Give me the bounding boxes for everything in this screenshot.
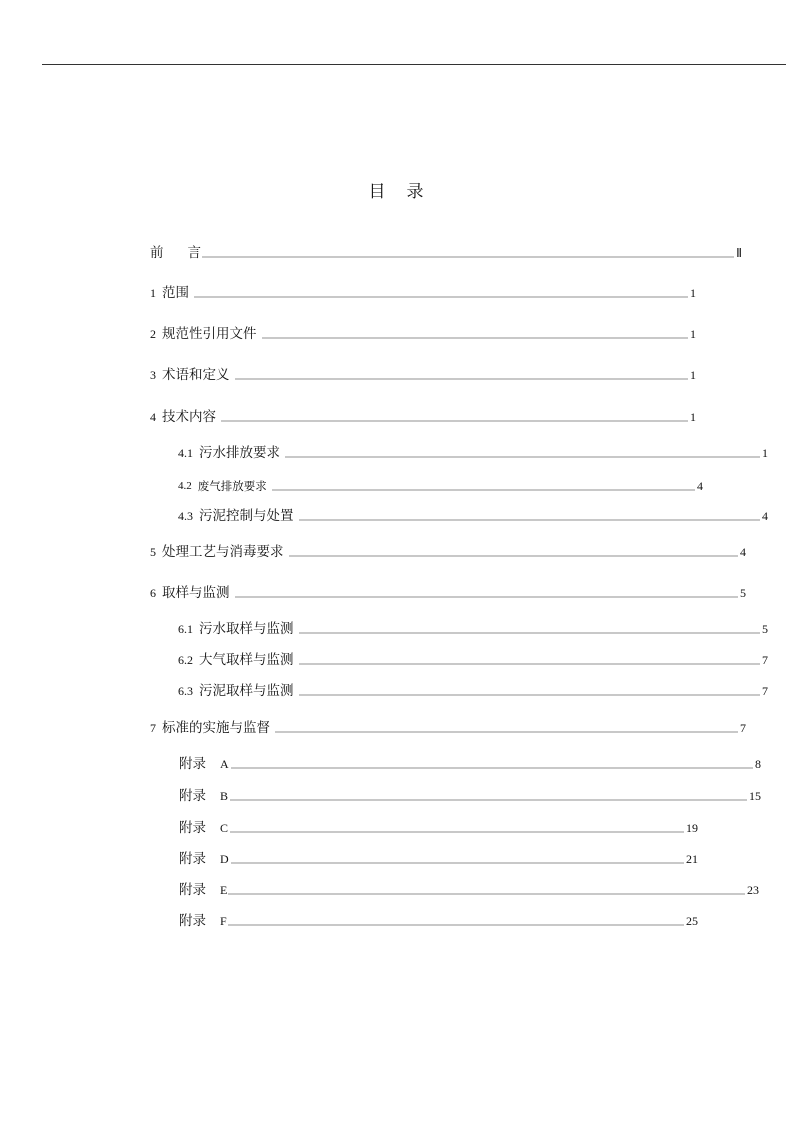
toc-entry-page: 8	[755, 757, 761, 771]
toc-entry-3[interactable]	[150, 366, 696, 384]
toc-entry-page: 4	[740, 545, 746, 559]
toc-entry-label: 附录	[179, 820, 206, 836]
header-rule	[42, 64, 786, 65]
toc-entry-number: 6.1	[178, 622, 193, 636]
toc-appendix-f[interactable]	[179, 912, 698, 930]
toc-entry-number: 4	[150, 410, 156, 424]
toc-entry-number: 4.3	[178, 509, 193, 523]
toc-entry-label: 处理工艺与消毒要求	[162, 544, 284, 560]
toc-entry-label: 附录	[179, 851, 206, 867]
appendix-letter: F	[220, 914, 227, 928]
toc-title-char-1: 目	[368, 182, 387, 202]
toc-appendix-e[interactable]	[179, 881, 759, 899]
toc-entry-label: 取样与监测	[162, 585, 230, 601]
toc-entry-2[interactable]	[150, 325, 696, 343]
toc-entry-page: 25	[686, 914, 698, 928]
toc-appendix-d[interactable]	[179, 850, 698, 868]
toc-appendix-a[interactable]	[179, 755, 761, 773]
dot-leader	[194, 295, 688, 298]
toc-entry-page: Ⅱ	[736, 246, 742, 260]
toc-entry-label: 大气取样与监测	[199, 652, 294, 668]
toc-entry-number: 5	[150, 545, 156, 559]
dot-leader	[202, 255, 734, 258]
toc-appendix-b[interactable]	[179, 787, 761, 805]
toc-entry-number: 1	[150, 286, 156, 300]
dot-leader	[230, 798, 747, 801]
appendix-letter: D	[220, 852, 229, 866]
toc-entry-5[interactable]	[150, 543, 746, 561]
toc-entry-page: 5	[740, 586, 746, 600]
toc-entry-label: 附录	[179, 882, 206, 898]
toc-entry-page: 1	[690, 327, 696, 341]
toc-entry-label: 术语和定义	[162, 367, 230, 383]
toc-entry-4[interactable]	[150, 408, 696, 426]
toc-entry-6-2[interactable]	[178, 651, 768, 669]
toc-entry-page: 4	[762, 509, 768, 523]
toc-entry-label: 技术内容	[162, 409, 216, 425]
toc-entry-page: 1	[690, 368, 696, 382]
dot-leader	[228, 923, 684, 926]
dot-leader	[235, 595, 739, 598]
toc-entry-number: 3	[150, 368, 156, 382]
toc-entry-label: 污水排放要求	[199, 445, 280, 461]
toc-entry-4-3[interactable]	[178, 507, 768, 525]
toc-entry-page: 1	[762, 446, 768, 460]
toc-entry-page: 19	[686, 821, 698, 835]
dot-leader	[230, 830, 684, 833]
toc-entry-page: 4	[697, 479, 703, 493]
dot-leader	[231, 766, 753, 769]
dot-leader	[275, 730, 738, 733]
toc-entry-page: 21	[686, 852, 698, 866]
dot-leader	[228, 892, 745, 895]
toc-entry-page: 7	[740, 721, 746, 735]
dot-leader	[299, 518, 761, 521]
toc-entry-page: 1	[690, 286, 696, 300]
appendix-letter: A	[220, 757, 229, 771]
dot-leader	[285, 455, 760, 458]
toc-entry-number: 4.2	[178, 480, 192, 492]
toc-entry-label: 附录	[179, 756, 206, 772]
toc-entry-label: 范围	[162, 285, 189, 301]
toc-entry-number: 6.3	[178, 684, 193, 698]
toc-entry-page: 1	[690, 410, 696, 424]
toc-title	[0, 177, 793, 202]
toc-entry-label: 污水取样与监测	[199, 621, 294, 637]
toc-entry-4-1[interactable]	[178, 444, 768, 462]
toc-entry-label: 附录	[179, 788, 206, 804]
toc-entry-label: 前 言	[150, 245, 201, 261]
toc-entry-1[interactable]	[150, 284, 696, 302]
dot-leader	[221, 419, 688, 422]
appendix-letter: B	[220, 789, 229, 803]
toc-entry-7[interactable]	[150, 719, 746, 737]
toc-entry-label: 废气排放要求	[197, 479, 267, 493]
dot-leader	[289, 554, 739, 557]
toc-entry-6-1[interactable]	[178, 620, 768, 638]
toc-entry-page: 15	[749, 789, 761, 803]
toc-entry-number: 6.2	[178, 653, 193, 667]
appendix-letter: C	[220, 821, 229, 835]
toc-entry-label: 污泥控制与处置	[199, 508, 294, 524]
dot-leader	[299, 662, 761, 665]
toc-entry-label: 污泥取样与监测	[199, 683, 294, 699]
toc-entry-number: 6	[150, 586, 156, 600]
toc-entry-preface[interactable]	[150, 244, 742, 262]
dot-leader	[299, 693, 761, 696]
appendix-letter: E	[220, 883, 228, 897]
toc-appendix-c[interactable]	[179, 819, 698, 837]
dot-leader	[235, 377, 689, 380]
dot-leader	[231, 861, 684, 864]
toc-entry-page: 7	[762, 684, 768, 698]
toc-entry-6[interactable]	[150, 584, 746, 602]
toc-entry-number: 7	[150, 721, 156, 735]
toc-entry-page: 5	[762, 622, 768, 636]
toc-entry-label: 附录	[179, 913, 206, 929]
toc-title-char-2: 录	[406, 182, 425, 202]
dot-leader	[262, 336, 689, 339]
toc-entry-number: 4.1	[178, 446, 193, 460]
dot-leader	[299, 631, 761, 634]
toc-entry-6-3[interactable]	[178, 682, 768, 700]
toc-entry-number: 2	[150, 327, 156, 341]
toc-entry-label: 规范性引用文件	[162, 326, 257, 342]
toc-entry-page: 7	[762, 653, 768, 667]
toc-entry-page: 23	[747, 883, 759, 897]
toc-entry-label: 标准的实施与监督	[162, 720, 270, 736]
toc-entry-4-2[interactable]	[178, 477, 703, 495]
dot-leader	[272, 488, 695, 491]
